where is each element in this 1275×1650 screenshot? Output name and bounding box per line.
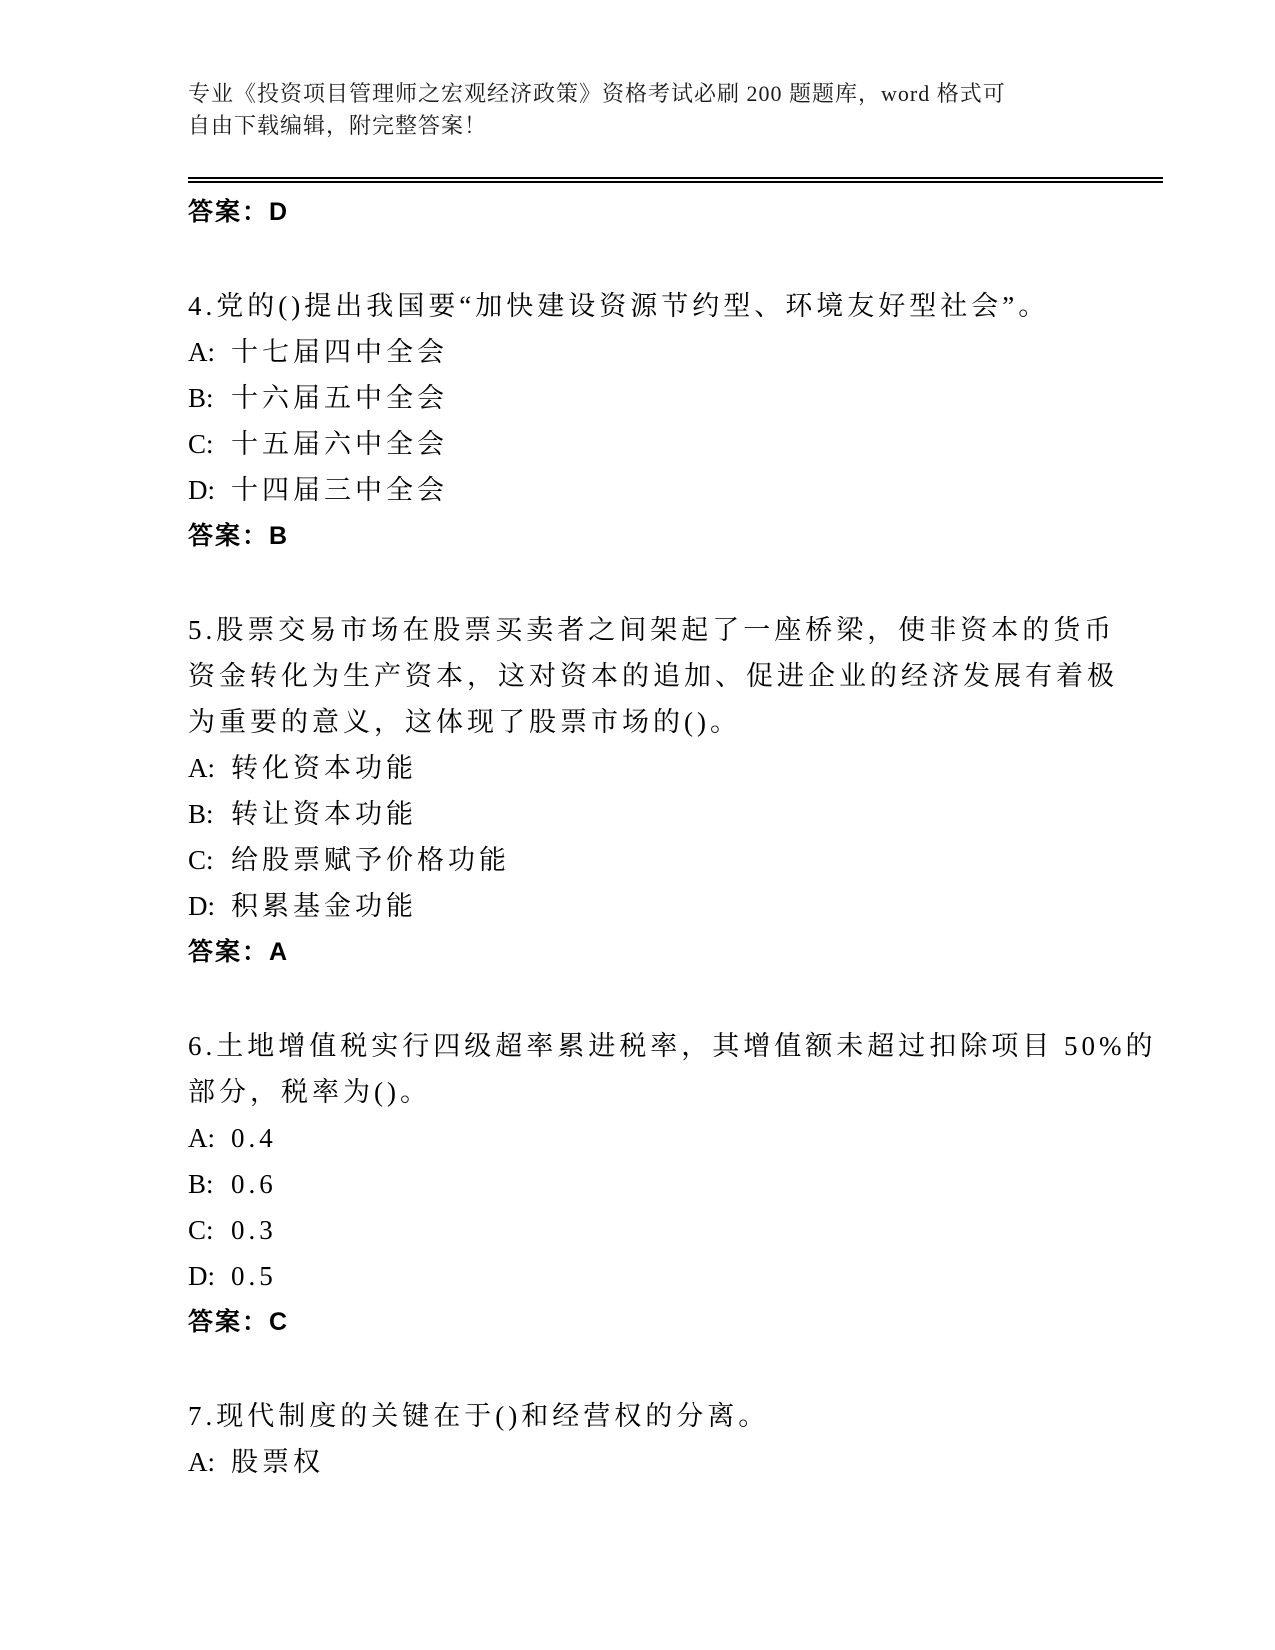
option-text: 转化资本功能	[231, 753, 417, 783]
answer-label: 答案：	[188, 1308, 270, 1336]
option-text: 0.4	[231, 1123, 277, 1153]
option-label: A:	[188, 1123, 215, 1153]
answer-line	[188, 1299, 1163, 1345]
option-row	[188, 467, 1163, 513]
answer-value: C	[269, 1308, 290, 1336]
answer-label: 答案：	[188, 198, 270, 226]
option-label: C:	[188, 845, 214, 875]
option-text: 十四届三中全会	[231, 475, 448, 505]
question-text-line: 资金转化为生产资本，这对资本的追加、促进企业的经济发展有着极	[188, 661, 1118, 691]
option-text: 0.5	[231, 1261, 277, 1291]
document-content	[188, 189, 1163, 1485]
option-text: 十五届六中全会	[231, 429, 448, 459]
header-text-line: 专业《投资项目管理师之宏观经济政策》资格考试必刷 200 题题库，word 格式可	[188, 81, 1006, 106]
option-label: C:	[188, 429, 214, 459]
question-text-line: 为重要的意义，这体现了股票市场的()。	[188, 707, 741, 737]
option-row	[188, 883, 1163, 929]
question-text-line: 7.现代制度的关键在于()和经营权的分离。	[188, 1401, 770, 1431]
question-block	[188, 607, 1163, 975]
option-row	[188, 1253, 1163, 1299]
question-text-line: 6.土地增值税实行四级超率累进税率，其增值额未超过扣除项目 50%的	[188, 1031, 1157, 1061]
option-text: 十七届四中全会	[231, 337, 448, 367]
option-label: A:	[188, 753, 215, 783]
questions-container	[188, 283, 1163, 1485]
answer-label: 答案：	[188, 522, 270, 550]
option-label: C:	[188, 1215, 214, 1245]
option-text: 0.3	[231, 1215, 277, 1245]
question-text-line: 部分，税率为()。	[188, 1077, 431, 1107]
option-row	[188, 1439, 1163, 1485]
option-row	[188, 1207, 1163, 1253]
question-block	[188, 1393, 1163, 1485]
option-label: D:	[188, 1261, 215, 1291]
option-label: B:	[188, 799, 214, 829]
answer-line	[188, 929, 1163, 975]
option-row	[188, 329, 1163, 375]
header-text-line: 自由下载编辑，附完整答案！	[188, 113, 488, 138]
option-row	[188, 421, 1163, 467]
option-row	[188, 745, 1163, 791]
option-row	[188, 837, 1163, 883]
question-text-line: 4.党的()提出我国要“加快建设资源节约型、环境友好型社会”。	[188, 291, 1050, 321]
question-text-line: 5.股票交易市场在股票买卖者之间架起了一座桥梁，使非资本的货币	[188, 615, 1116, 645]
option-label: D:	[188, 891, 215, 921]
option-label: A:	[188, 1447, 215, 1477]
option-label: A:	[188, 337, 215, 367]
option-row	[188, 1161, 1163, 1207]
option-text: 股票权	[231, 1447, 324, 1477]
question-block	[188, 1023, 1163, 1345]
question-block	[188, 283, 1163, 559]
page-header	[188, 78, 1163, 142]
option-text: 十六届五中全会	[231, 383, 448, 413]
option-text: 积累基金功能	[231, 891, 417, 921]
answer-value: D	[269, 198, 290, 226]
orphan-answer-line	[188, 189, 1163, 235]
option-row	[188, 791, 1163, 837]
option-label: B:	[188, 383, 214, 413]
option-label: D:	[188, 475, 215, 505]
answer-value: A	[269, 938, 290, 966]
option-row	[188, 1115, 1163, 1161]
option-text: 0.6	[231, 1169, 277, 1199]
answer-label: 答案：	[188, 938, 270, 966]
header-divider	[188, 177, 1163, 183]
option-text: 给股票赋予价格功能	[231, 845, 510, 875]
answer-line	[188, 513, 1163, 559]
option-row	[188, 375, 1163, 421]
option-label: B:	[188, 1169, 214, 1199]
option-text: 转让资本功能	[231, 799, 417, 829]
answer-value: B	[269, 522, 290, 550]
